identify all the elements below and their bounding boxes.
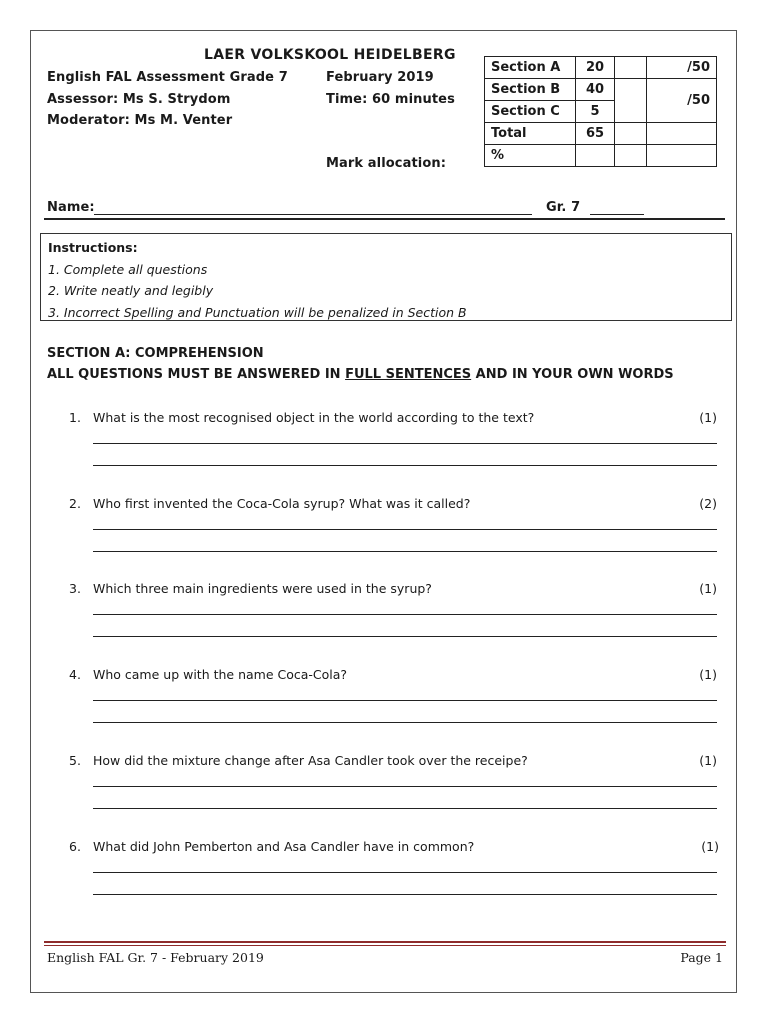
marks-blank[interactable] [615,57,647,79]
divider [44,218,725,220]
answer-line[interactable] [93,808,717,809]
moderator-name: Moderator: Ms M. Venter [47,113,233,128]
question-number: 3. [69,581,81,596]
question-marks: (1) [701,839,719,854]
instruction-emphasis: FULL SENTENCES [345,367,472,382]
question-marks: (1) [699,753,717,768]
question-number: 1. [69,410,81,425]
answer-line[interactable] [93,614,717,615]
mark-allocation-label: Mark allocation: [326,156,447,171]
marks-row [485,79,717,101]
marks-blank[interactable] [615,79,647,123]
question-number: 4. [69,667,81,682]
assessment-title: English FAL Assessment Grade 7 [47,70,288,85]
instruction-text: ALL QUESTIONS MUST BE ANSWERED IN [47,367,346,382]
instruction-item: 2. Write neatly and legibly [48,283,214,298]
question [0,753,770,833]
instructions-title: Instructions: [48,240,138,255]
answer-line[interactable] [93,465,717,466]
answer-line[interactable] [93,786,717,787]
question-marks: (1) [699,581,717,596]
answer-line[interactable] [93,636,717,637]
marks-value: 40 [576,79,615,101]
marks-row [485,145,717,167]
question-marks: (1) [699,667,717,682]
question [0,839,770,919]
question-text: What is the most recognised object in the world according to the text? [93,410,535,425]
grade-label: Gr. 7 [546,200,581,215]
question-text: Which three main ingredients were used in the syrup? [93,581,432,596]
question-marks: (2) [699,496,717,511]
marks-label: Section B [485,79,576,101]
question [0,667,770,747]
question-text: Who came up with the name Coca-Cola? [93,667,348,682]
instruction-item: 3. Incorrect Spelling and Punctuation will be penalized in Section B [48,304,467,320]
marks-blank[interactable] [615,123,647,145]
footer-rule [44,941,726,943]
answer-line[interactable] [93,872,717,873]
assessor-name: Assessor: Ms S. Strydom [47,92,231,107]
name-field[interactable] [94,214,532,215]
marks-value: 20 [576,57,615,79]
question-number: 2. [69,496,81,511]
instruction-text: AND IN YOUR OWN WORDS [471,367,674,382]
instructions-box [40,233,732,321]
question [0,496,770,576]
marks-label: Total [485,123,576,145]
marks-value: 5 [576,101,615,123]
question-text: How did the mixture change after Asa Candler took over the receipe? [93,753,528,768]
answer-line[interactable] [93,700,717,701]
assessment-date: February 2019 [326,70,434,85]
section-a-instruction [47,367,674,382]
marks-total: /50 [647,57,717,79]
question-number: 5. [69,753,81,768]
marks-label: Section C [485,101,576,123]
name-label: Name: [47,200,95,215]
section-a-title: SECTION A: COMPREHENSION [47,346,264,361]
answer-line[interactable] [93,722,717,723]
page-number: Page 1 [680,950,723,965]
footer-rule [44,945,726,946]
marks-row [485,57,717,79]
marks-value: 65 [576,123,615,145]
time-allowed: Time: 60 minutes [326,92,455,107]
question-text: Who first invented the Coca-Cola syrup? What was it called? [93,496,471,511]
mark-allocation-table [484,56,717,167]
marks-total: /50 [647,79,717,123]
instruction-item: 1. Complete all questions [48,261,208,277]
answer-line[interactable] [93,443,717,444]
question-marks: (1) [699,410,717,425]
answer-line[interactable] [93,551,717,552]
marks-blank[interactable] [615,145,647,167]
question [0,410,770,490]
marks-value[interactable] [576,145,615,167]
answer-line[interactable] [93,529,717,530]
grade-field[interactable] [590,214,644,215]
question-number: 6. [69,839,81,854]
marks-blank[interactable] [647,123,717,145]
marks-row [485,123,717,145]
marks-label: % [485,145,576,167]
marks-label: Section A [485,57,576,79]
footer-title: English FAL Gr. 7 - February 2019 [47,950,264,965]
question [0,581,770,661]
question-text: What did John Pemberton and Asa Candler have in common? [93,839,475,854]
marks-blank[interactable] [647,145,717,167]
answer-line[interactable] [93,894,717,895]
school-name: LAER VOLKSKOOL HEIDELBERG [204,47,456,63]
